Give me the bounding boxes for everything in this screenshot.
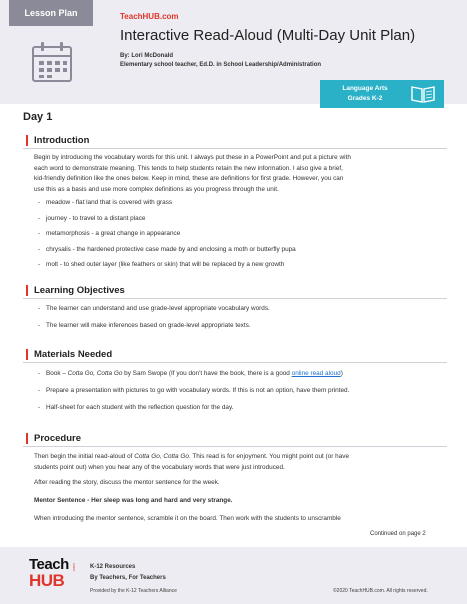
continued-note: Continued on page 2 xyxy=(370,531,426,537)
section-divider xyxy=(23,362,447,363)
subject-label: Language Arts xyxy=(342,85,388,92)
material-item: - Book – Cotta Go, Cotta Go by Sam Swope (If you don't have the book, there is a good online read aloud) xyxy=(38,370,343,377)
footer-copyright: ©2020 TeachHUB.com. All rights reserved. xyxy=(333,588,428,594)
grades-label: Grades K-2 xyxy=(347,95,383,102)
paragraph-line: use this as a basis and use more complex definitions as you progress through the unit. xyxy=(34,185,279,193)
procedure-paragraph: After reading the story, discuss the mentor sentence for the week. xyxy=(34,479,220,486)
vocab-item: - metamorphosis - a great change in appearance xyxy=(38,230,181,237)
paragraph-line: kid-friendly definition like the ones below. Keep in mind, these are definitions for first grade. However, you can xyxy=(34,175,344,183)
book-title: Cotta Go, Cotta Go xyxy=(134,453,189,460)
logo-com: .com xyxy=(71,563,76,572)
online-read-aloud-link[interactable]: online read aloud xyxy=(291,370,341,377)
lesson-plan-tab: Lesson Plan xyxy=(9,0,93,26)
introduction-paragraph xyxy=(34,153,444,195)
objective-item: - The learner will make inferences based on grade-level appropriate texts. xyxy=(38,322,251,329)
page-title: Interactive Read-Aloud (Multi-Day Unit Plan) xyxy=(120,27,416,44)
section-divider xyxy=(23,446,447,447)
author-block xyxy=(120,52,321,70)
paragraph-line: each word to demonstrate meaning. This tends to help students retain the new information. I also give a brief, xyxy=(34,164,343,172)
objectives-heading: Learning Objectives xyxy=(26,285,125,296)
materials-heading: Materials Needed xyxy=(26,349,112,360)
book-title: Cotta Go, Cotta Go xyxy=(67,370,123,377)
vocab-item: - meadow - flat land that is covered with grass xyxy=(38,199,173,206)
vocab-item: - molt - to shed outer layer (like feathers or skin) that will be replaced by a new growth xyxy=(38,261,285,268)
mentor-sentence: Mentor Sentence - Her sleep was long and hard and very strange. xyxy=(34,497,233,504)
objective-item: - The learner can understand and use grade-level appropriate vocabulary words. xyxy=(38,305,270,312)
logo-hub: HUB xyxy=(29,571,65,590)
material-item: - Prepare a presentation with pictures to go with vocabulary words. If this is not an option, have them printed. xyxy=(38,387,350,394)
paragraph-line: Begin by introducing the vocabulary words for this unit. I always put these in a PowerPoint and put a picture with xyxy=(34,154,351,161)
paragraph-line: Then begin the initial read-aloud of Cotta Go, Cotta Go. This read is for enjoyment. You might point out (or have xyxy=(34,453,349,460)
introduction-heading: Introduction xyxy=(26,135,89,146)
book-icon xyxy=(410,84,436,104)
calendar-icon xyxy=(30,40,74,84)
vocab-item: - chrysalis - the hardened protective case made by and enclosing a moth or butterfly pupa xyxy=(38,246,296,253)
material-item: - Half-sheet for each student with the reflection question for the day. xyxy=(38,404,234,411)
author-role: Elementary school teacher, Ed.D. in School Leadership/Administration xyxy=(120,62,322,68)
subject-badge xyxy=(320,80,444,108)
footer-provider: Provided by the K-12 Teachers Alliance xyxy=(90,588,177,594)
paragraph-line: students point out) when you hear any of the vocabulary words that were just introduced. xyxy=(34,463,285,471)
teachhub-logo xyxy=(29,556,81,600)
footer-resources: K-12 Resources xyxy=(90,564,136,570)
vocab-item: - journey - to travel to a distant place xyxy=(38,215,146,222)
brand-name: TeachHUB.com xyxy=(120,12,179,21)
procedure-paragraph: When introducing the mentor sentence, scramble it on the board. Then work with the students to unscramble xyxy=(34,515,341,522)
footer-tagline: By Teachers, For Teachers xyxy=(90,575,166,581)
section-divider xyxy=(23,148,447,149)
procedure-heading: Procedure xyxy=(26,433,81,444)
page-footer xyxy=(0,547,467,604)
author-name: By: Lori McDonald xyxy=(120,53,174,59)
procedure-paragraph xyxy=(34,452,444,473)
day-heading: Day 1 xyxy=(23,111,53,123)
section-divider xyxy=(23,298,447,299)
logo-teach: Teach xyxy=(29,556,69,573)
